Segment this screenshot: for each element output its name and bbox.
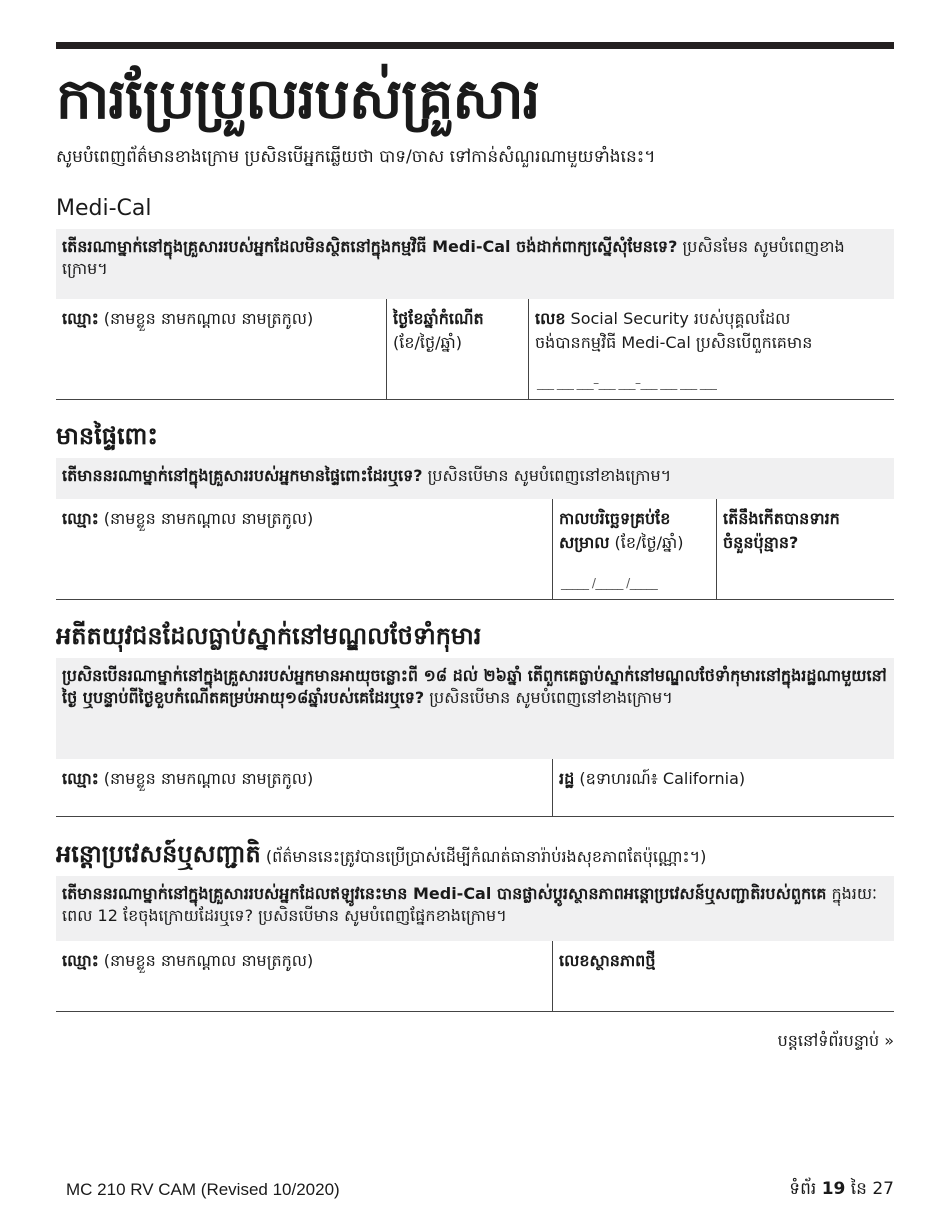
continue-note: បន្តនៅទំព័របន្ទាប់ »	[777, 1031, 894, 1050]
name-hint: (នាមខ្លួន នាមកណ្ដាល នាមត្រកូល)	[98, 951, 314, 970]
page-indicator	[789, 1178, 894, 1203]
medi-cal-dob-field[interactable]	[386, 299, 528, 399]
name-label: ឈ្មោះ	[62, 951, 99, 970]
medi-cal-question-rest: ប្រសិនមែន សូមបំពេញខាងក្រោម។	[62, 237, 845, 278]
foster-question-bold: ប្រសិនបើនរណាម្នាក់នៅក្នុងគ្រួសាររបស់អ្នកមានអាយុចន្លោះពី ១៨ ដល់ ២៦ឆ្នាំ តើពួកគេធ្លាប់ស្នាក់នៅមណ្ឌលថែទាំកុមារនៅក្នុងរដ្ឋណាមួយនៅថ្ងៃ ឬបន្ទាប់ពីថ្ងៃខួបកំណើតគម្រប់អាយុ១៨ឆ្នាំរបស់គេដែរឬទេ?	[62, 666, 887, 707]
babies-label-2: ចំនួនប៉ុន្មាន?	[723, 533, 799, 552]
name-label: ឈ្មោះ	[62, 509, 99, 528]
intro-text: សូមបំពេញព័ត៌មានខាងក្រោម ប្រសិនបើអ្នកឆ្លើយថា បាទ/ចាស ទៅកាន់សំណួរណាមួយទាំងនេះ។	[56, 147, 656, 167]
state-hint: (ឧទាហរណ៍៖ California)	[574, 769, 746, 788]
due-hint: (ខែ/ថ្ងៃ/ឆ្នាំ)	[609, 533, 684, 552]
name-hint: (នាមខ្លួន នាមកណ្ដាល នាមត្រកូល)	[98, 509, 314, 528]
pregnancy-row	[56, 499, 894, 600]
page-title: ការប្រែប្រួលរបស់គ្រួសារ	[56, 66, 540, 132]
due-date-blank: _____ /_____ /_____	[561, 576, 658, 590]
page-of: នៃ 27	[845, 1179, 894, 1199]
pregnancy-name-field[interactable]	[56, 499, 552, 599]
pregnancy-babies-field[interactable]	[716, 499, 894, 599]
ssn-line2: ចង់បានកម្មវិធី Medi-Cal ប្រសិនបើពួកគេមាន	[535, 333, 813, 352]
immigration-title	[56, 838, 706, 873]
immigration-name-field[interactable]	[56, 941, 552, 1011]
medi-cal-question	[56, 229, 894, 299]
name-label: ឈ្មោះ	[62, 769, 99, 788]
immigration-title-text: អន្តោប្រវេសន៍ឬសញ្ជាតិ	[56, 840, 261, 868]
medi-cal-name-field[interactable]	[56, 299, 386, 399]
form-id: MC 210 RV CAM (Revised 10/2020)	[66, 1180, 340, 1199]
immigration-question	[56, 876, 894, 941]
medi-cal-ssn-field[interactable]	[528, 299, 894, 399]
foster-state-field[interactable]	[552, 759, 894, 816]
medi-cal-row	[56, 299, 894, 400]
page-prefix: ទំព័រ	[789, 1179, 822, 1199]
immigration-question-bold: តើមាននរណាម្នាក់នៅក្នុងគ្រួសាររបស់អ្នកដែលឥឡូវនេះមាន Medi-Cal បានផ្លាស់ប្ដូរស្ថានភាពអន្តោប្រវេសន៍ឬសញ្ជាតិរបស់ពួកគេ	[62, 884, 827, 903]
state-label: រដ្ឋ	[559, 769, 575, 788]
name-hint: (នាមខ្លួន នាមកណ្ដាល នាមត្រកូល)	[98, 769, 314, 788]
medi-cal-title: Medi-Cal	[56, 196, 152, 221]
foster-name-field[interactable]	[56, 759, 552, 816]
due-label-2: សម្រាល	[559, 533, 610, 552]
name-label: ឈ្មោះ	[62, 309, 99, 328]
dob-label: ថ្ងៃខែឆ្នាំកំណើត	[393, 309, 484, 328]
foster-row	[56, 759, 894, 817]
immigration-note: (ព័ត៌មាននេះត្រូវបានប្រើប្រាស់ដើម្បីកំណត់ធានារ៉ាប់រងសុខភាពតែប៉ុណ្ណោះ។)	[260, 847, 707, 866]
pregnancy-title: មានផ្ទៃពោះ	[56, 422, 158, 450]
pregnancy-question-rest: ប្រសិនបើមាន សូមបំពេញនៅខាងក្រោម។	[422, 466, 672, 485]
ssn-line1: Social Security របស់បុគ្គលដែល	[565, 309, 791, 328]
pregnancy-question-bold: តើមាននរណាម្នាក់នៅក្នុងគ្រួសាររបស់អ្នកមានផ្ទៃពោះដែរឬទេ?	[62, 466, 423, 485]
page-number: 19	[821, 1179, 846, 1199]
name-hint: (នាមខ្លួន នាមកណ្ដាល នាមត្រកូល)	[98, 309, 314, 328]
due-label-1: កាលបរិច្ឆេទគ្រប់ខែ	[559, 509, 671, 528]
top-rule	[56, 42, 894, 49]
babies-label-1: តើនឹងកើតបានទារក	[723, 509, 840, 528]
immigration-status-field[interactable]	[552, 941, 894, 1011]
pregnancy-question	[56, 458, 894, 499]
immigration-row	[56, 941, 894, 1012]
foster-question	[56, 658, 894, 759]
foster-title: អតីតយុវជនដែលធ្លាប់ស្នាក់នៅមណ្ឌលថែទាំកុមារ	[56, 622, 482, 650]
immigration-question-rest: ក្នុងរយៈពេល 12 ខែចុងក្រោយដែរឬទេ? ប្រសិនបើមាន សូមបំពេញផ្នែកខាងក្រោម។	[62, 884, 877, 925]
dob-hint: (ខែ/ថ្ងៃ/ឆ្នាំ)	[393, 333, 462, 352]
foster-question-rest: ប្រសិនបើមាន សូមបំពេញនៅខាងក្រោម។	[424, 688, 673, 707]
ssn-blank: ___ ___ ___–___ ___–___ ___ ___ ___	[537, 376, 717, 390]
pregnancy-due-date-field[interactable]	[552, 499, 716, 599]
medi-cal-question-bold: តើនរណាម្នាក់នៅក្នុងគ្រួសាររបស់អ្នកដែលមិនស្ថិតនៅក្នុងកម្មវិធី Medi-Cal ចង់ដាក់ពាក្យស្នើសុំមែនទេ?	[62, 237, 678, 256]
status-label: លេខស្ថានភាពថ្មី	[559, 951, 656, 970]
ssn-label: លេខ	[535, 309, 566, 328]
